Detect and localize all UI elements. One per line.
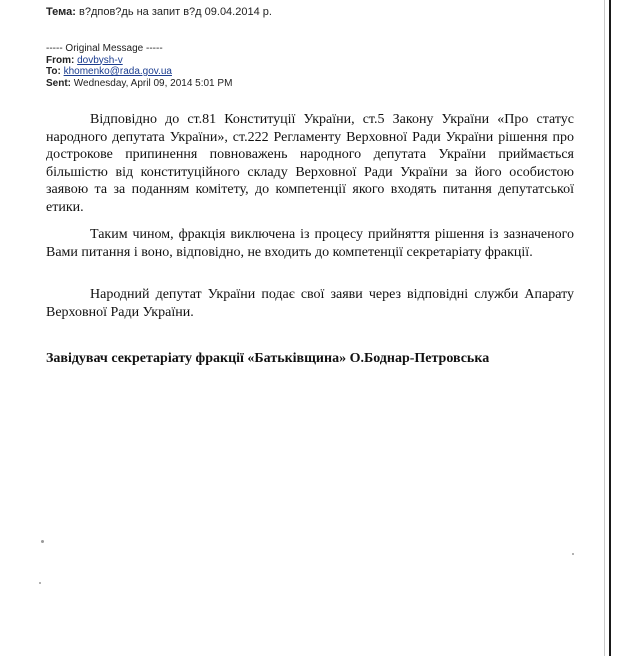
from-link[interactable]: dovbysh-v [77, 54, 123, 66]
sent-value: Wednesday, April 09, 2014 5:01 PM [73, 77, 233, 89]
scan-speck [39, 582, 41, 584]
letter-paragraph-3: Народний депутат України подає свої заяви через відповідні служби Апарату Верховної Ради України. [46, 287, 574, 320]
scan-speck [41, 540, 44, 543]
to-label: To: [46, 66, 61, 77]
subject-value: в?дпов?дь на запит в?д 09.04.2014 р. [78, 6, 272, 18]
signature-line: Завідувач секретаріату фракції «Батьківщина» О.Боднар-Петровська [46, 351, 490, 366]
sent-line [46, 78, 232, 90]
letter-paragraph-2: Таким чином, фракція виключена із процесу прийняття рішення із зазначеного Вами питання і воно, відповідно, не входить до компетенції секретаріату фракції. [46, 227, 574, 260]
scan-shadow-line [604, 0, 605, 656]
subject-label: Тема: [46, 6, 76, 18]
scan-speck [572, 553, 574, 555]
original-message-header [46, 43, 232, 89]
from-label: From: [46, 54, 75, 66]
scan-edge-line [609, 0, 611, 656]
email-subject-line [46, 6, 272, 18]
sent-label: Sent: [46, 77, 71, 89]
to-link[interactable]: khomenko@rada.gov.ua [63, 66, 172, 77]
original-message-divider: ----- Original Message ----- [46, 43, 163, 54]
to-line [46, 66, 232, 78]
from-line [46, 55, 232, 67]
letter-paragraph-1: Відповідно до ст.81 Конституції України, ст.5 Закону України «Про статус народного депутата України», ст.222 Регламенту Верховної Ради України рішення про дострокове припинення повноважень народного депутата України приймається більшістю від конституційного складу Верховної Ради України за його особистою заявою та за поданням комітету, до компетенції якого входять питання депутатської етики. [46, 112, 574, 215]
